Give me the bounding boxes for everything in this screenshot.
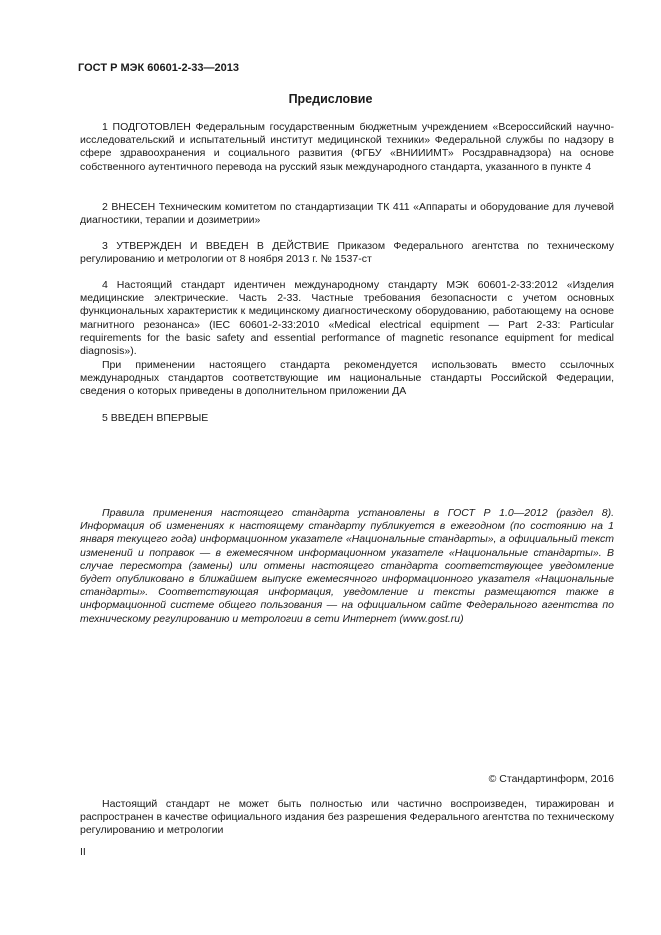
paragraph-1-prepared-by: 1 ПОДГОТОВЛЕН Федеральным государственным бюджетным учреждением «Всероссийский научно-исследовательский и испытательный институт медицинской техники» Федеральной службы по надзору в сфере здравоохранения и социального развития (ФГБУ «ВНИИИМТ» Росздравнадзора) на основе собственного аутентичного перевода на русский язык международного стандарта, указанного в пункте 4 [80, 121, 614, 173]
document-code-header: ГОСТ Р МЭК 60601-2-33—2013 [78, 62, 239, 74]
copyright-line: © Стандартинформ, 2016 [488, 773, 614, 785]
page-number: II [80, 846, 86, 858]
paragraph-national-standards-note: При применении настоящего стандарта рекомендуется использовать вместо ссылочных международных стандартов соответствующие им национальные стандарты Российской Федерации, сведения о которых приведены в дополнительном приложении ДА [80, 359, 614, 398]
paragraph-2-introduced-by: 2 ВНЕСЕН Техническим комитетом по стандартизации ТК 411 «Аппараты и оборудование для лучевой диагностики, терапии и дозиметрии» [80, 201, 614, 227]
paragraph-3-approved: 3 УТВЕРЖДЕН И ВВЕДЕН В ДЕЙСТВИЕ Приказом Федерального агентства по техническому регулированию и метрологии от 8 ноября 2013 г. № 1537-ст [80, 240, 614, 266]
paragraph-5-introduced-first: 5 ВВЕДЕН ВПЕРВЫЕ [102, 412, 209, 424]
reproduction-restriction: Настоящий стандарт не может быть полностью или частично воспроизведен, тиражирован и распространен в качестве официального издания без разрешения Федерального агентства по техническому регулированию и метрологии [80, 798, 614, 837]
page-title: Предисловие [288, 92, 373, 106]
application-rules-notice: Правила применения настоящего стандарта установлены в ГОСТ Р 1.0—2012 (раздел 8). Информация об изменениях к настоящему стандарту публикуется в ежегодном (по состоянию на 1 января текущего года) информационном указателе «Национальные стандарты», а официальный текст изменений и поправок — в ежемесячном информационном указателе «Национальные стандарты». В случае пересмотра (замены) или отмены настоящего стандарта соответствующее уведомление будет опубликовано в ближайшем выпуске ежемесячного информационного указателя «Национальные стандарты». Соответствующая информация, уведомление и тексты размещаются также в информационной системе общего пользования — на официальном сайте Федерального агентства по техническому регулированию и метрологии в сети Интернет (www.gost.ru) [80, 507, 614, 625]
paragraph-4-identical-standard: 4 Настоящий стандарт идентичен международному стандарту МЭК 60601-2-33:2012 «Изделия медицинские электрические. Часть 2-33. Частные требования безопасности с учетом основных функциональных характеристик к медицинскому диагностическому оборудованию, работающему на основе магнитного резонанса» (IEC 60601-2-33:2010 «Medical electrical equipment — Part 2-33: Particular requirements for the basic safety and essential performance of magnetic resonance equipment for medical diagnosis»). [80, 279, 614, 358]
